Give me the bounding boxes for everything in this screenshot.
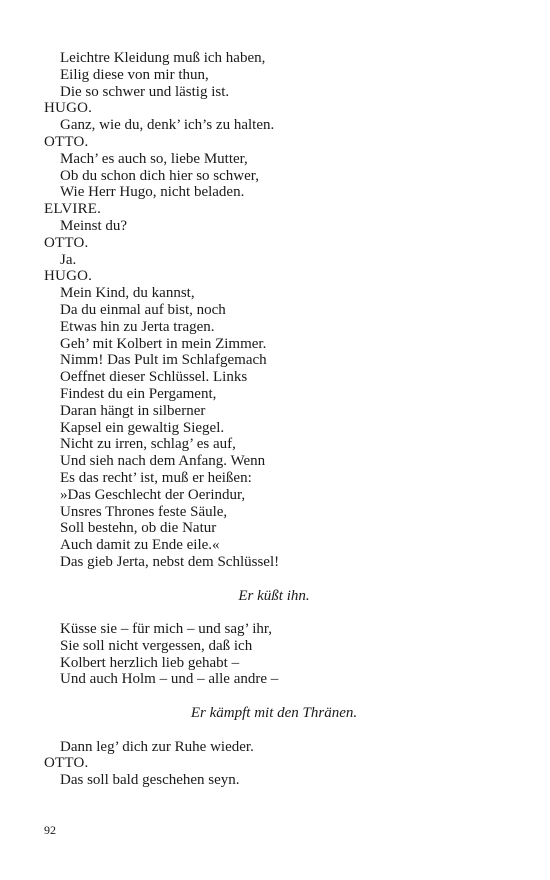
verse-line: Wie Herr Hugo, nicht beladen. <box>60 184 245 201</box>
line-gap <box>44 571 504 588</box>
verse-line: Mein Kind, du kannst, <box>60 285 195 302</box>
verse-line: Daran hängt in silberner <box>60 402 206 419</box>
line-gap <box>44 688 504 705</box>
verse-line: Leichtre Kleidung muß ich haben, <box>60 50 266 66</box>
verse-line: Geh’ mit Kolbert in mein Zimmer. <box>60 335 267 352</box>
verse-line: Eilig diese von mir thun, <box>60 66 209 83</box>
verse-line: Da du einmal auf bist, noch <box>60 301 226 318</box>
page-number: 92 <box>44 823 56 837</box>
verse-line: Die so schwer und lästig ist. <box>60 83 230 100</box>
stage-direction: Er kämpft mit den Thränen. <box>190 705 358 722</box>
speaker-name: OTTO. <box>44 234 89 251</box>
line-gap <box>44 604 504 621</box>
verse-line: Ja. <box>60 251 77 268</box>
line-gap <box>44 722 504 739</box>
verse-line: Kapsel ein gewaltig Siegel. <box>60 419 225 436</box>
verse-line: Nimm! Das Pult im Schlafgemach <box>60 352 267 369</box>
verse-line: Mach’ es auch so, liebe Mutter, <box>60 150 248 167</box>
verse-line: Unsres Thrones feste Säule, <box>60 503 228 520</box>
verse-line: »Das Geschlecht der Oerindur, <box>60 486 246 503</box>
play-text <box>44 50 504 789</box>
speaker-name: OTTO. <box>44 755 89 772</box>
speaker-name: ELVIRE. <box>44 201 102 218</box>
verse-line: Ob du schon dich hier so schwer, <box>60 167 259 184</box>
verse-line: Das soll bald geschehen seyn. <box>60 772 240 789</box>
speaker-name: HUGO. <box>44 268 93 285</box>
speaker-name: OTTO. <box>44 133 89 150</box>
verse-line: Ganz, wie du, denk’ ich’s zu halten. <box>60 117 275 134</box>
speaker-name: HUGO. <box>44 100 93 117</box>
verse-line: Küsse sie – für mich – und sag’ ihr, <box>60 621 272 638</box>
verse-line: Meinst du? <box>60 217 128 234</box>
verse-line: Soll bestehn, ob die Natur <box>60 520 217 537</box>
verse-line: Findest du ein Pergament, <box>60 385 217 402</box>
verse-line: Das gieb Jerta, nebst dem Schlüssel! <box>60 553 280 570</box>
verse-line: Es das recht’ ist, muß er heißen: <box>60 469 252 486</box>
verse-line: Etwas hin zu Jerta tragen. <box>60 318 215 335</box>
verse-line: Kolbert herzlich lieb gehabt – <box>60 654 240 671</box>
stage-direction: Er küßt ihn. <box>238 587 310 604</box>
verse-line: Dann leg’ dich zur Ruhe wieder. <box>60 738 254 755</box>
verse-line: Nicht zu irren, schlag’ es auf, <box>60 436 236 453</box>
verse-line: Und auch Holm – und – alle andre – <box>60 671 279 688</box>
verse-line: Oeffnet dieser Schlüssel. Links <box>60 369 248 386</box>
verse-line: Auch damit zu Ende eile.« <box>60 537 220 554</box>
verse-line: Und sieh nach dem Anfang. Wenn <box>60 453 266 470</box>
verse-line: Sie soll nicht vergessen, daß ich <box>60 637 253 654</box>
